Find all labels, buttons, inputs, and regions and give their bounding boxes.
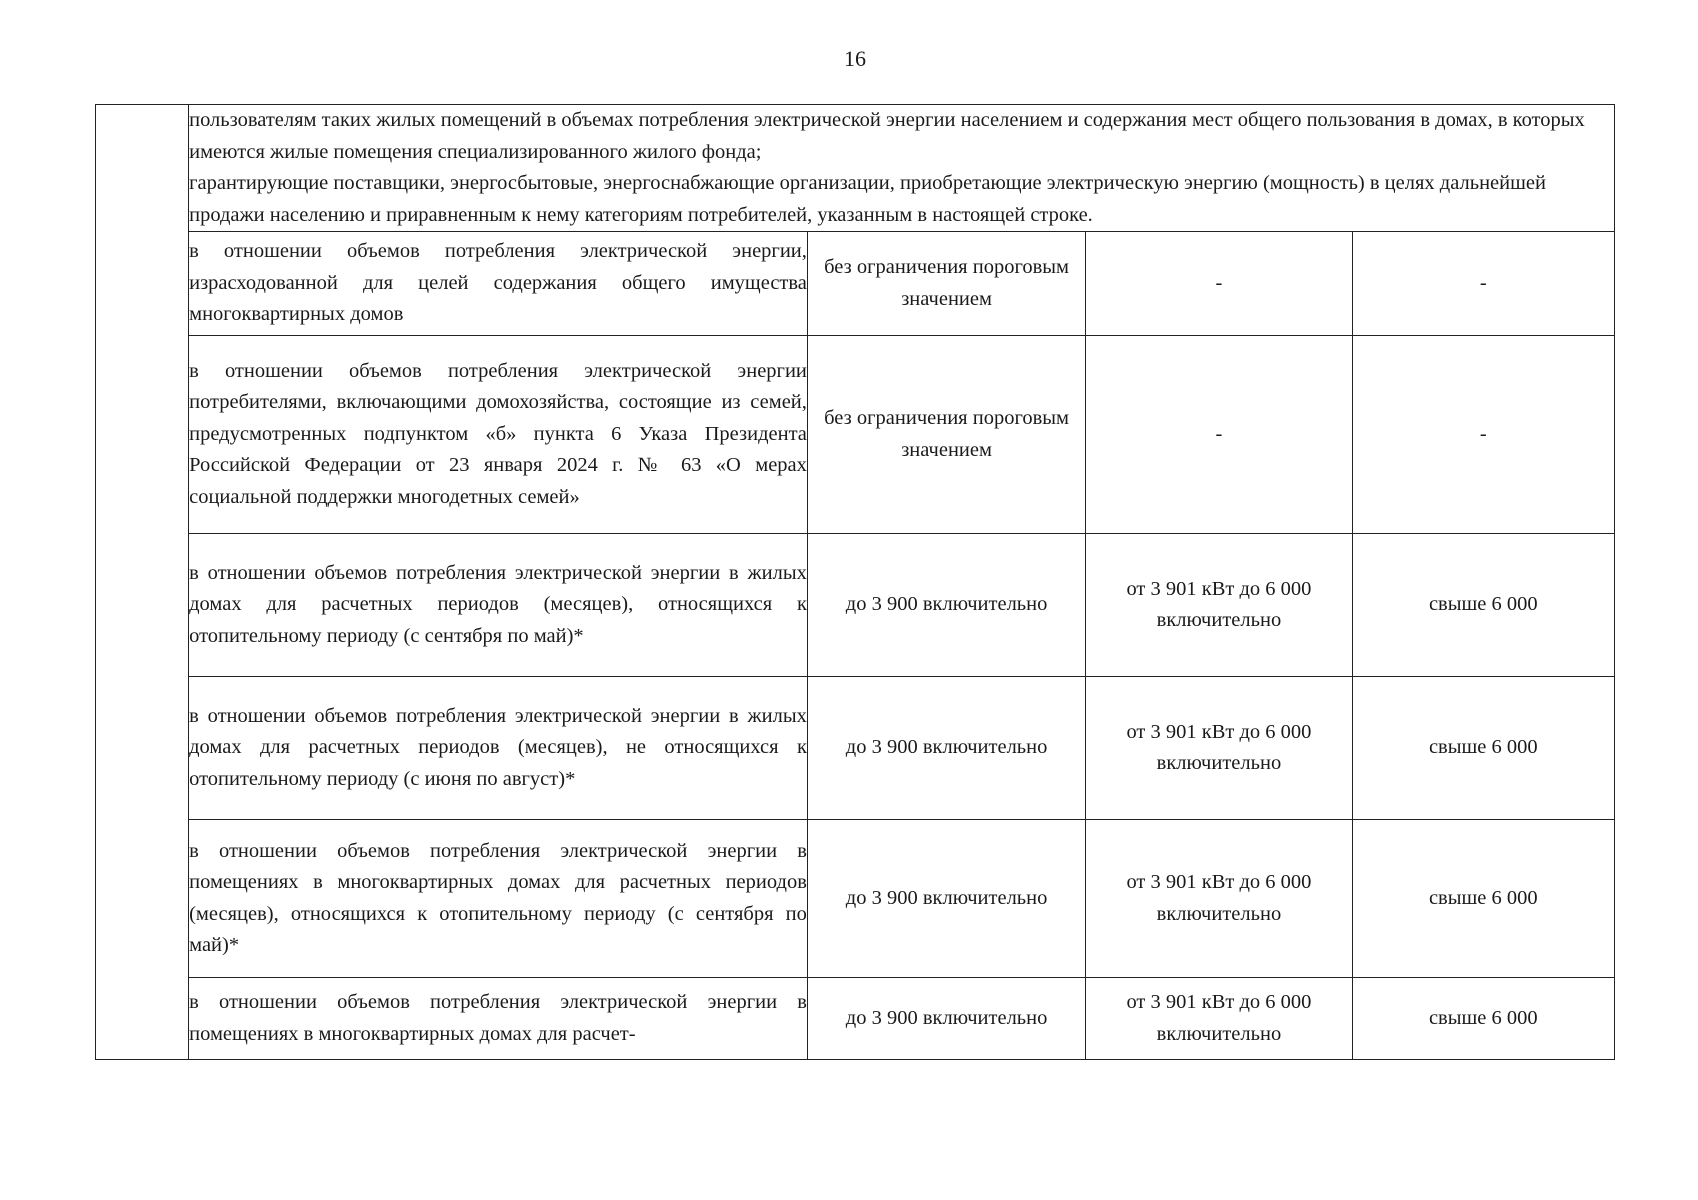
table-row bbox=[96, 677, 1615, 820]
range-cell-3: - bbox=[1352, 336, 1614, 534]
intro-paragraph-2: гарантирующие поставщики, энергосбытовые, энергоснабжающие организации, приобретающие электрическую энергию (мощность) в целях дальнейшей продажи населению и приравненным к нему категориям потребителей, указанным в настоящей строке. bbox=[189, 172, 1546, 226]
row-description: в отношении объемов потребления электрической энергии в помещениях в многоквартирных домах для расчетных периодов (месяцев), относящихся к отопительному периоду (с сентября по май)* bbox=[189, 820, 808, 978]
range-cell-2: - bbox=[1086, 336, 1352, 534]
range-cell-3: свыше 6 000 bbox=[1352, 534, 1614, 677]
page-number: 16 bbox=[844, 46, 866, 71]
range-cell-3: свыше 6 000 bbox=[1352, 978, 1614, 1060]
range-cell-2: от 3 901 кВт до 6 000 включительно bbox=[1086, 534, 1352, 677]
range-cell-3: свыше 6 000 bbox=[1352, 677, 1614, 820]
row-description: в отношении объемов потребления электрической энергии в помещениях в многоквартирных домах для расчет- bbox=[189, 978, 808, 1060]
range-cell-1: до 3 900 включительно bbox=[807, 820, 1085, 978]
range-cell-2: от 3 901 кВт до 6 000 включительно bbox=[1086, 677, 1352, 820]
range-cell-1: без ограничения пороговым значением bbox=[807, 336, 1085, 534]
table-row bbox=[96, 232, 1615, 336]
range-cell-2: - bbox=[1086, 232, 1352, 336]
tariff-table bbox=[95, 104, 1615, 1060]
intro-cell bbox=[189, 105, 1615, 232]
row-description: в отношении объемов потребления электрической энергии потребителями, включающими домохозяйства, состоящие из семей, предусмотренных подпунктом «б» пункта 6 Указа Президента Российской Федерации от 23 января 2024 г. № 63 «О мерах социальной поддержки многодетных семей» bbox=[189, 336, 808, 534]
range-cell-3: - bbox=[1352, 232, 1614, 336]
range-cell-2: от 3 901 кВт до 6 000 включительно bbox=[1086, 820, 1352, 978]
table-row bbox=[96, 336, 1615, 534]
row-description: в отношении объемов потребления электрической энергии в жилых домах для расчетных периодов (месяцев), не относящихся к отопительному периоду (с июня по август)* bbox=[189, 677, 808, 820]
row-description: в отношении объемов потребления электрической энергии, израсходованной для целей содержания общего имущества многоквартирных домов bbox=[189, 232, 808, 336]
range-cell-1: до 3 900 включительно bbox=[807, 534, 1085, 677]
range-cell-2: от 3 901 кВт до 6 000 включительно bbox=[1086, 978, 1352, 1060]
intro-paragraph-1: пользователям таких жилых помещений в объемах потребления электрической энергии населением и содержания мест общего пользования в домах, в которых имеются жилые помещения специализированного жилого фонда; bbox=[189, 109, 1585, 163]
range-cell-1: без ограничения пороговым значением bbox=[807, 232, 1085, 336]
table-row-intro bbox=[96, 105, 1615, 232]
row-description: в отношении объемов потребления электрической энергии в жилых домах для расчетных периодов (месяцев), относящихся к отопительному периоду (с сентября по май)* bbox=[189, 534, 808, 677]
table-row bbox=[96, 820, 1615, 978]
range-cell-1: до 3 900 включительно bbox=[807, 978, 1085, 1060]
range-cell-1: до 3 900 включительно bbox=[807, 677, 1085, 820]
table-row bbox=[96, 534, 1615, 677]
table-row bbox=[96, 978, 1615, 1060]
range-cell-3: свыше 6 000 bbox=[1352, 820, 1614, 978]
left-blank-column bbox=[96, 105, 189, 1060]
